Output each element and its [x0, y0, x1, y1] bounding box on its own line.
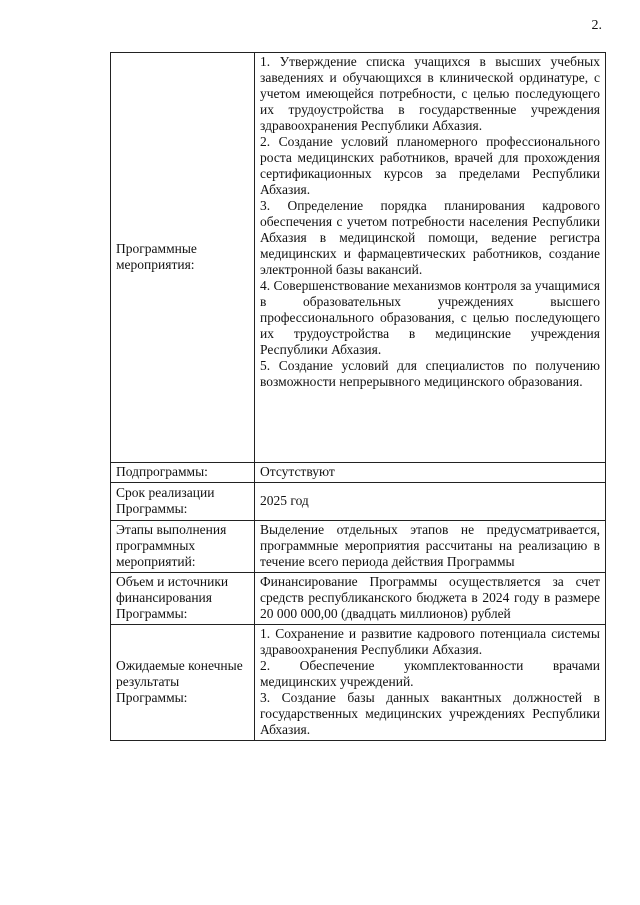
result-item-2: 2. Обеспечение укомплектованности врачами медицинских учреждений.: [260, 658, 600, 689]
table-row-program-activities: [111, 53, 606, 463]
row-label-cell: [111, 521, 255, 573]
row-content-cell: [255, 53, 606, 463]
table-row-stages: [111, 521, 606, 573]
activity-item-3: 3. Определение порядка планирования кадрового обеспечения с учетом потребности населения Республики Абхазия в медицинской помощи, ведение регистра медицинских и фармацевтических работников, создание электронной базы вакансий.: [260, 198, 600, 277]
program-passport-table: [110, 52, 606, 741]
activity-item-5: 5. Создание условий для специалистов по получению возможности непрерывного медицинского образования.: [260, 358, 600, 389]
activity-item-4: 4. Совершенствование механизмов контроля за учащимися в образовательных учреждениях высшего профессионального образования, с целью последующего их трудоустройства в медицинские учреждения Республики Абхазия.: [260, 278, 600, 357]
table-row-implementation-period: [111, 483, 606, 521]
activity-item-1: 1. Утверждение списка учащихся в высших учебных заведениях и обучающихся в клинической ординатуре, с учетом имеющейся потребности, с целью последующего их трудоустройства в государственные учреждения здравоохранения Республики Абхазия.: [260, 54, 600, 133]
subprograms-value: Отсутствуют: [260, 464, 335, 479]
result-item-3: 3. Создание базы данных вакантных должностей в государственных медицинских учреждениях Республики Абхазия.: [260, 690, 600, 737]
row-label-cell: [111, 463, 255, 483]
row-label: Ожидаемые конечные результаты Программы:: [116, 658, 243, 705]
result-item-1: 1. Сохранение и развитие кадрового потенциала системы здравоохранения Республики Абхазия.: [260, 626, 600, 657]
row-content-cell: [255, 463, 606, 483]
row-label: Программные мероприятия:: [116, 241, 197, 272]
row-content-cell: [255, 483, 606, 521]
activity-item-2: 2. Создание условий планомерного профессионального роста медицинских работников, врачей для прохождения сертификационных курсов за пределами Республики Абхазия.: [260, 134, 600, 197]
row-content-cell: [255, 573, 606, 625]
row-label-cell: [111, 625, 255, 741]
row-label: Объем и источники финансирования Программы:: [116, 574, 229, 621]
table-row-subprograms: [111, 463, 606, 483]
row-label-cell: [111, 483, 255, 521]
stages-value: Выделение отдельных этапов не предусматривается, программные мероприятия рассчитаны на реализацию в течение всего периода действия Программы: [260, 522, 600, 569]
row-content-cell: [255, 521, 606, 573]
table-row-funding: [111, 573, 606, 625]
row-label-cell: [111, 53, 255, 463]
row-label: Подпрограммы:: [116, 464, 208, 479]
row-content-cell: [255, 625, 606, 741]
table-row-expected-results: [111, 625, 606, 741]
funding-value: Финансирование Программы осуществляется за счет средств республиканского бюджета в 2024 году в размере 20 000 000,00 (двадцать миллионов) рублей: [260, 574, 600, 621]
row-label: Срок реализации Программы:: [116, 485, 215, 516]
row-label: Этапы выполнения программных мероприятий:: [116, 522, 227, 569]
implementation-period-value: 2025 год: [260, 493, 309, 508]
page-number: 2.: [591, 18, 602, 33]
row-label-cell: [111, 573, 255, 625]
